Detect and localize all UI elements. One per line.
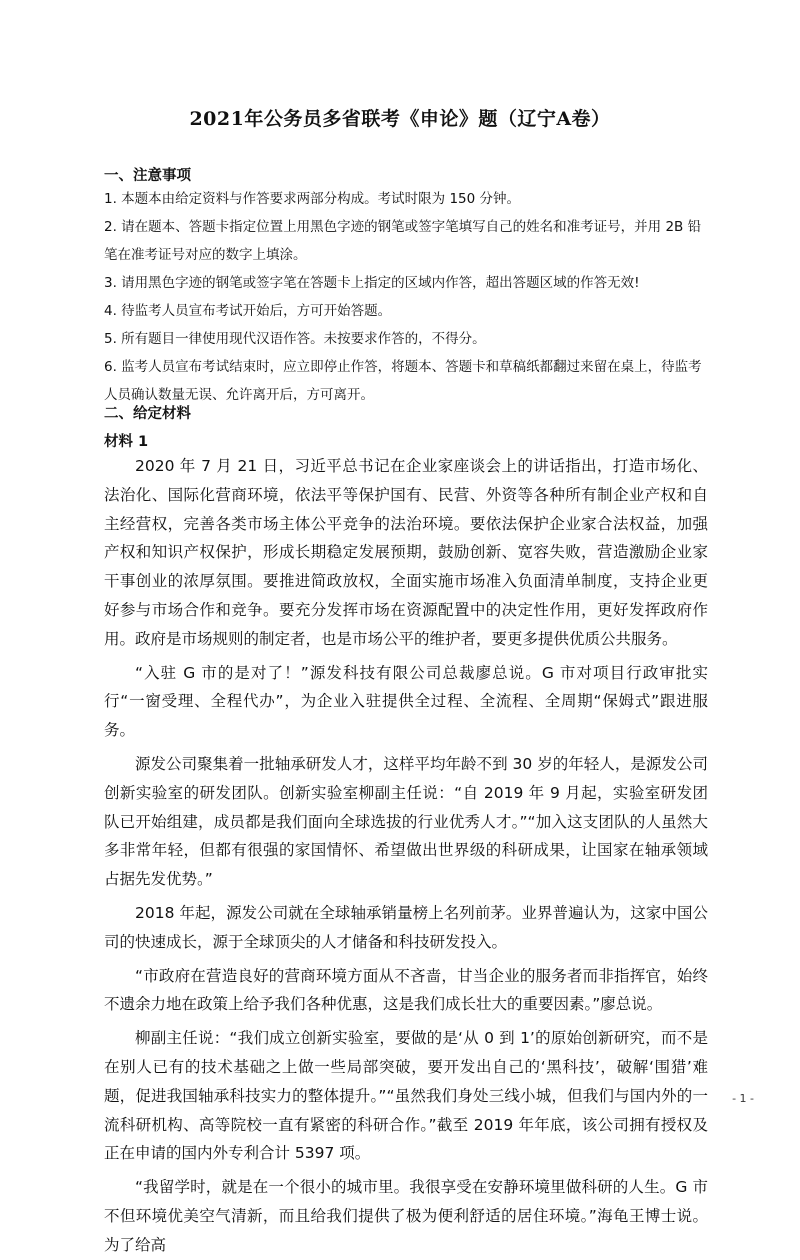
paragraph: 2020 年 7 月 21 日，习近平总书记在企业家座谈会上的讲话指出，打造市场化、法治化、国际化营商环境，依法平等保护国有、民营、外资等各种所有制企业产权和自主经营权，完善各类市场主体公平竞争的法治环境。要依法保护企业家合法权益，加强产权和知识产权保护，形成长期稳定发展预期，鼓励创新、宽容失败，营造激励企业家干事创业的浓厚氛围。要推进简政放权，全面实施市场准入负面清单制度，支持企业更好参与市场合作和竞争。要充分发挥市场在资源配置中的决定性作用，更好发挥政府作用。政府是市场规则的制定者，也是市场公平的维护者，要更多提供优质公共服务。: [104, 457, 708, 648]
section-heading-notices: 一、注意事项: [104, 168, 191, 184]
page-number: - 1 -: [732, 1092, 754, 1105]
notice-item-2: 2. 请在题本、答题卡指定位置上用黑色字迹的钢笔或签字笔填写自己的姓名和准考证号，并用 2B 铅笔在准考证号对应的数字上填涂。: [104, 219, 702, 263]
material-body: [104, 452, 708, 1260]
paragraph: “入驻 G 市的是对了！”源发科技有限公司总裁廖总说。G 市对项目行政审批实行“一窗受理、全程代办”，为企业入驻提供全过程、全流程、全周期“保姆式”跟进服务。: [104, 663, 708, 740]
material-heading: 材料 1: [104, 434, 149, 450]
notice-item-3: 3. 请用黑色字迹的钢笔或签字笔在答题卡上指定的区域内作答，超出答题区域的作答无效!: [104, 275, 640, 291]
paragraph: “我留学时，就是在一个很小的城市里。我很享受在安静环境里做科研的人生。G 市不但环境优美空气清新，而且给我们提供了极为便利舒适的居住环境。”海龟王博士说。为了给高: [104, 1178, 708, 1254]
paragraph: “市政府在营造良好的营商环境方面从不吝啬，甘当企业的服务者而非指挥官，始终不遗余力地在政策上给予我们各种优惠，这是我们成长壮大的重要因素。”廖总说。: [104, 966, 708, 1014]
paragraph: 柳副主任说：“我们成立创新实验室，要做的是‘从 0 到 1’的原始创新研究，而不是在别人已有的技术基础之上做一些局部突破，要开发出自己的‘黑科技’，破解‘围猎’难题，促进我国轴承科技实力的整体提升。”“虽然我们身处三线小城，但我们与国内外的一流科研机构、高等院校一直有紧密的科研合作。”截至 2019 年年底，该公司拥有授权及正在申请的国内外专利合计 5397 项。: [104, 1029, 708, 1163]
notice-item-5: 5. 所有题目一律使用现代汉语作答。未按要求作答的，不得分。: [104, 331, 486, 347]
document-title: 2021年公务员多省联考《申论》题（辽宁A卷）: [189, 108, 611, 130]
paragraph: 源发公司聚集着一批轴承研发人才，这样平均年龄不到 30 岁的年轻人，是源发公司创新实验室的研发团队。创新实验室柳副主任说：“自 2019 年 9 月起，实验室研发团队已开始组建，成员都是我们面向全球选拔的行业优秀人才。”“加入这支团队的人虽然大多非常年轻，但都有很强的家国情怀、希望做出世界级的科研成果，让国家在轴承领域占据先发优势。”: [104, 754, 708, 889]
section-heading-materials: 二、给定材料: [104, 406, 191, 422]
notice-item-6: 6. 监考人员宣布考试结束时，应立即停止作答，将题本、答题卡和草稿纸都翻过来留在桌上，待监考人员确认数量无误、允许离开后，方可离开。: [104, 359, 702, 403]
paragraph: 2018 年起，源发公司就在全球轴承销量榜上名列前茅。业界普遍认为，这家中国公司的快速成长，源于全球顶尖的人才储备和科技研发投入。: [104, 903, 708, 951]
notice-item-4: 4. 待监考人员宣布考试开始后，方可开始答题。: [104, 303, 392, 319]
notice-item-1: 1. 本题本由给定资料与作答要求两部分构成。考试时限为 150 分钟。: [104, 191, 521, 207]
